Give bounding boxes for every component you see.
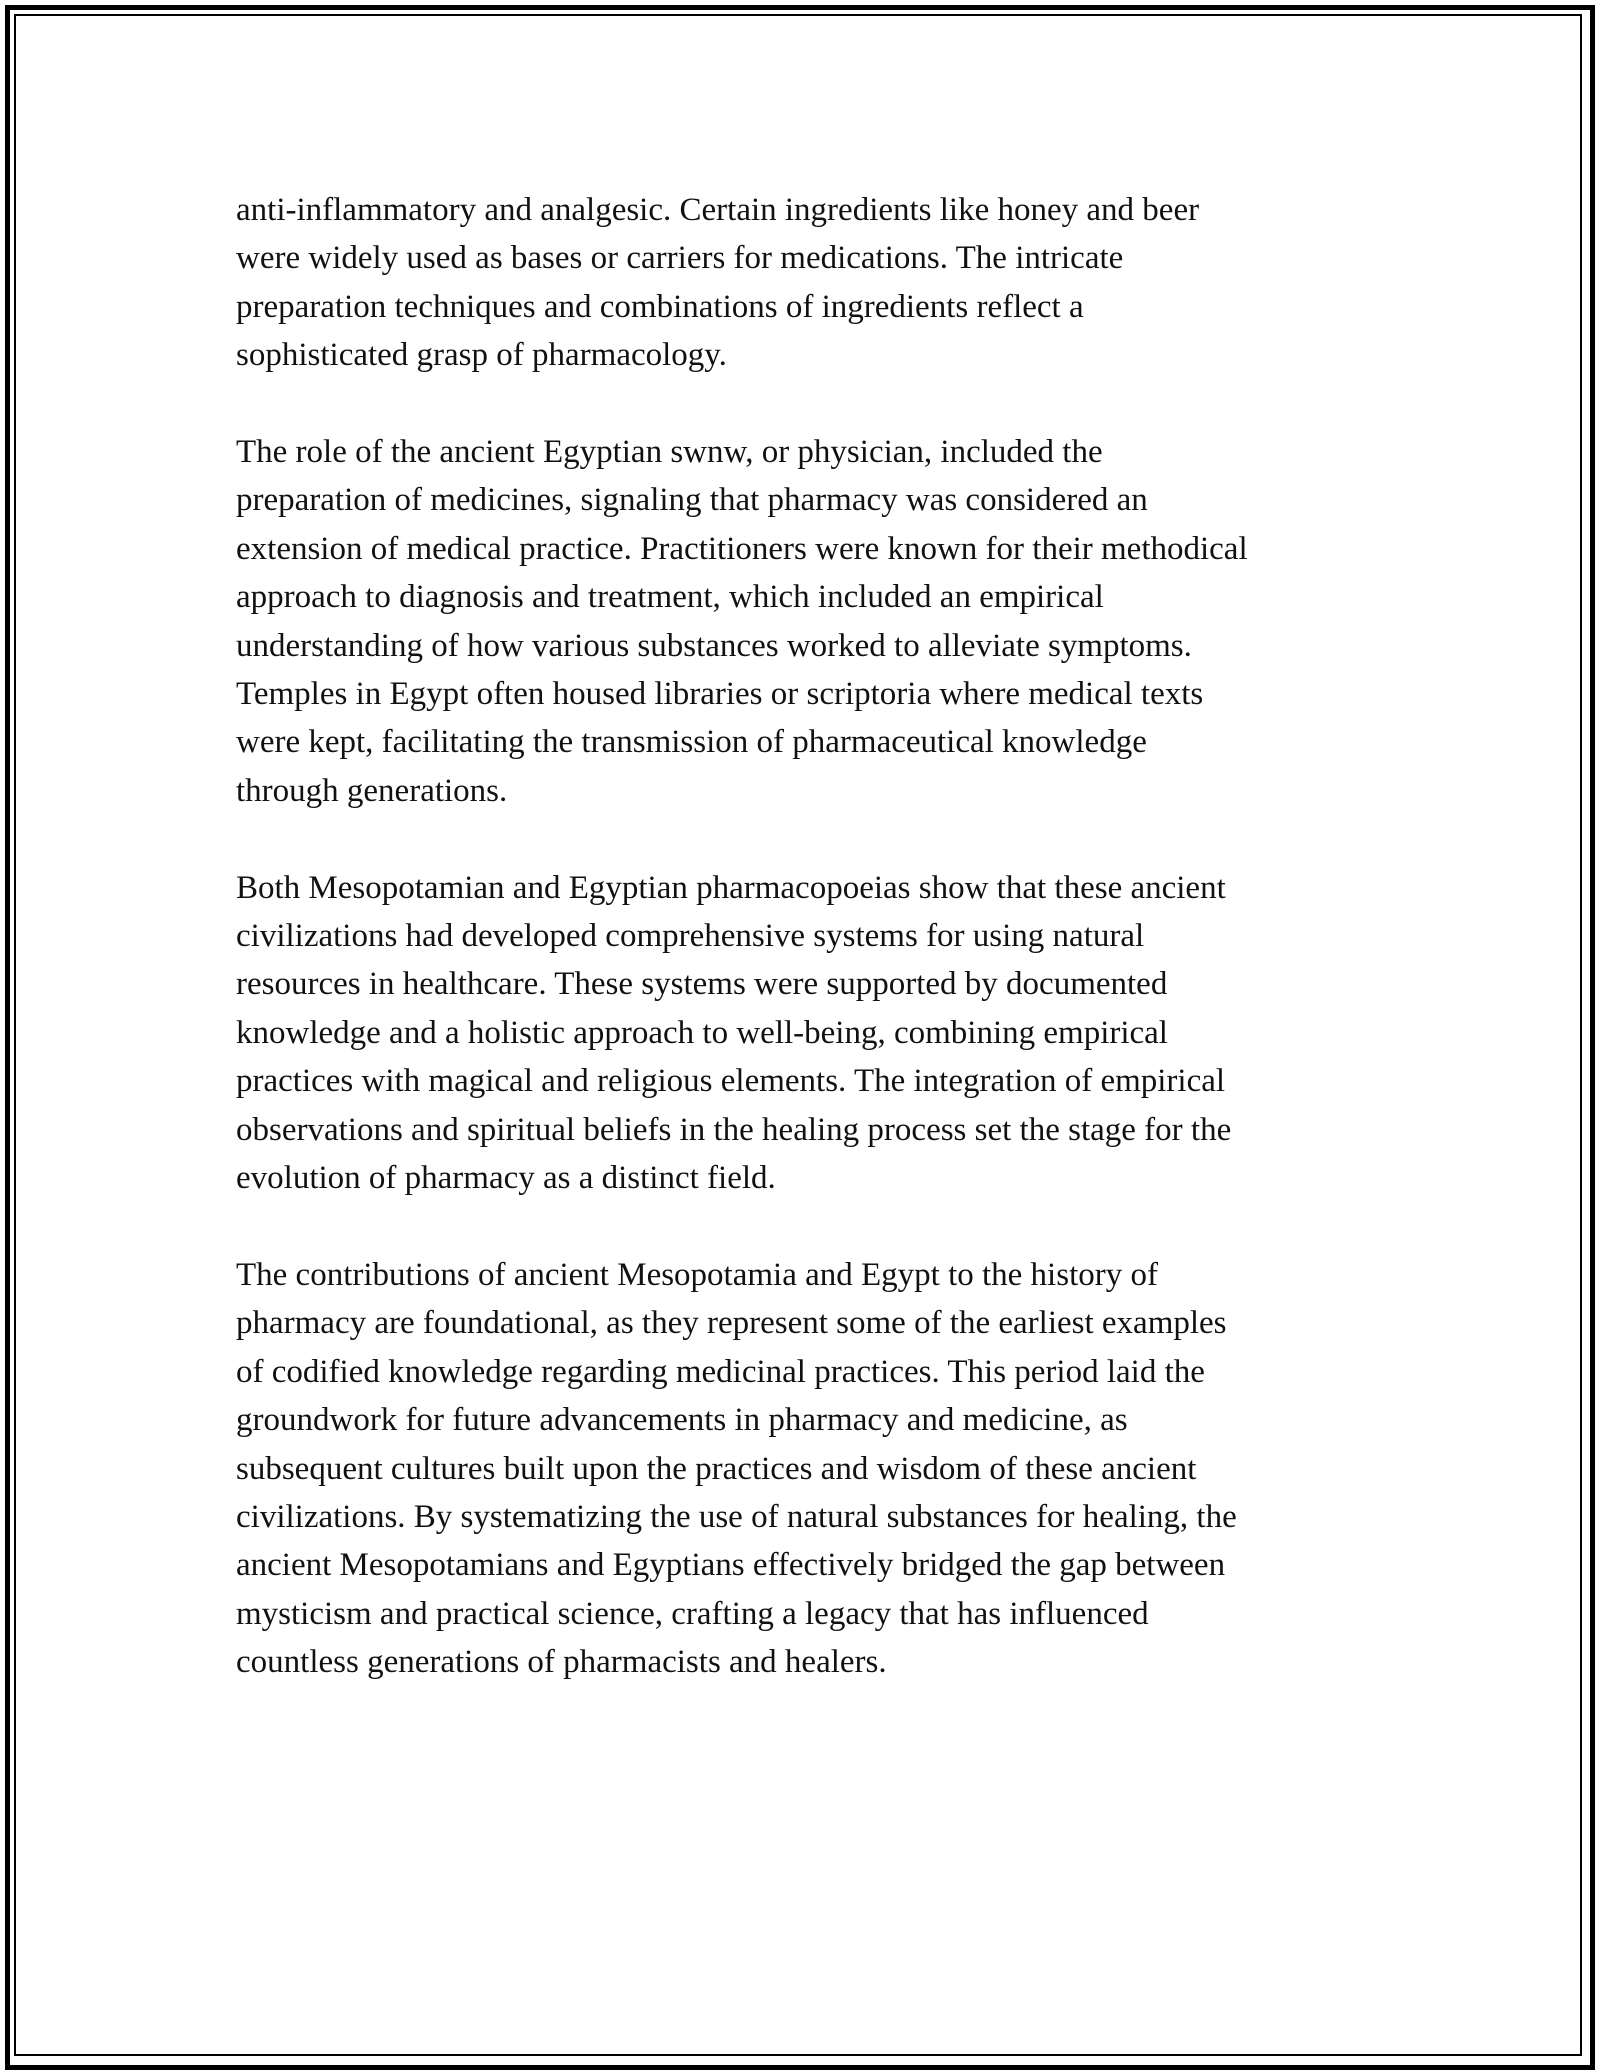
paragraph-pharmacology-ingredients: anti-inflammatory and analgesic. Certain ingredients like honey and beer were widely used as bases or carriers for medications. The intricate preparation techniques and combinations of ingredients reflect a sophisticated grasp of pharmacology. <box>236 192 1200 374</box>
paragraph-pharmacopoeias: Both Mesopotamian and Egyptian pharmacopoeias show that these ancient civilizations had developed comprehensive systems for using natural resources in healthcare. These systems were supported by documented knowledge and a holistic approach to well-being, combining empirical practices with magical and religious elements. The integration of empirical observations and spiritual beliefs in the healing process set the stage for the evolution of pharmacy as a distinct field. <box>236 869 1232 1197</box>
document-body <box>236 186 1386 1735</box>
paragraph-contributions: The contributions of ancient Mesopotamia and Egypt to the history of pharmacy are foundational, as they represent some of the earliest examples of codified knowledge regarding medicinal practices. This period laid the groundwork for future advancements in pharmacy and medicine, as subsequent cultures built upon the practices and wisdom of these ancient civilizations. By systematizing the use of natural substances for healing, the ancient Mesopotamians and Egyptians effectively bridged the gap between mysticism and practical science, crafting a legacy that has influenced countless generations of pharmacists and healers. <box>236 1256 1237 1681</box>
paragraph-egyptian-physician: The role of the ancient Egyptian swnw, or physician, included the preparation of medicines, signaling that pharmacy was considered an extension of medical practice. Practitioners were known for their methodical approach to diagnosis and treatment, which included an empirical understanding of how various substances worked to alleviate symptoms. Temples in Egypt often housed libraries or scriptoria where medical texts were kept, facilitating the transmission of pharmaceutical knowledge through generations. <box>236 434 1248 809</box>
